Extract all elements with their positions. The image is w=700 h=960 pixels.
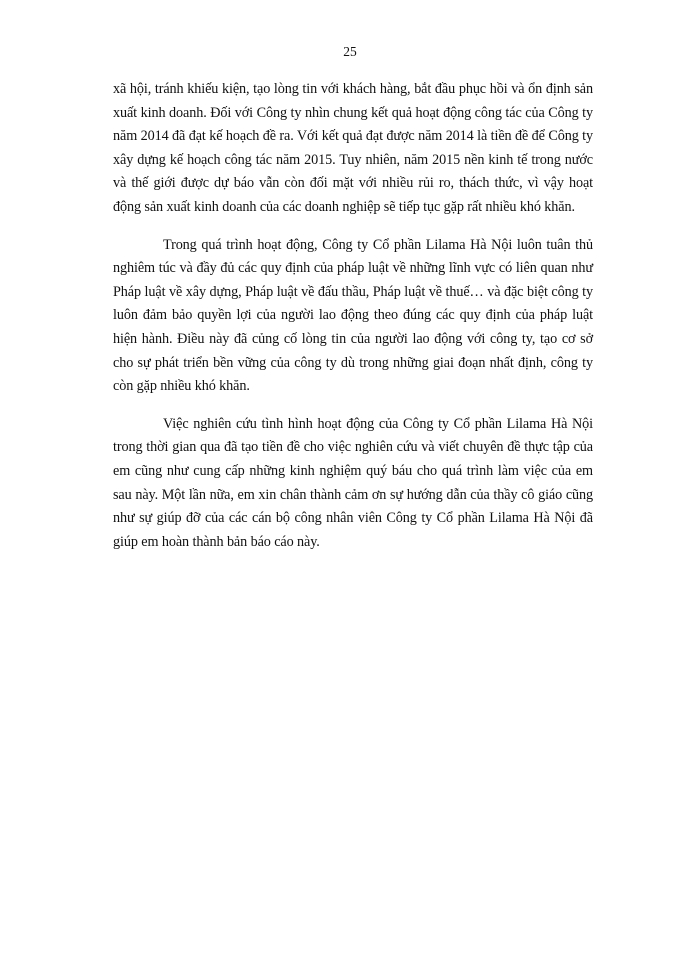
document-body	[113, 78, 593, 554]
paragraph-compliance: Trong quá trình hoạt động, Công ty Cổ phần Lilama Hà Nội luôn tuân thủ nghiêm túc và đầy đủ các quy định của pháp luật về những lĩnh vực có liên quan như Pháp luật về xây dựng, Pháp luật về đấu thầu, Pháp luật về thuế… và đặc biệt công ty luôn đảm bảo quyền lợi của người lao động theo đúng các quy định của pháp luật hiện hành. Điều này đã củng cố lòng tin của người lao động với công ty, tạo cơ sở cho sự phát triển bền vững của công ty dù trong những giai đoạn nhất định, công ty còn gặp nhiều khó khăn.	[113, 236, 593, 395]
page-number: 25	[343, 44, 357, 59]
paragraph-conclusion: Việc nghiên cứu tình hình hoạt động của Công ty Cổ phần Lilama Hà Nội trong thời gian qua đã tạo tiền đề cho việc nghiên cứu và viết chuyên đề thực tập của em cũng như cung cấp những kinh nghiệm quý báu cho quá trình làm việc của em sau này. Một lần nữa, em xin chân thành cảm ơn sự hướng dẫn của thầy cô giáo cũng như sự giúp đỡ của các cán bộ công nhân viên Công ty Cổ phần Lilama Hà Nội đã giúp em hoàn thành bản báo cáo này.	[113, 415, 593, 550]
paragraph-continuation: xã hội, tránh khiếu kiện, tạo lòng tin với khách hàng, bắt đầu phục hồi và ổn định sản xuất kinh doanh. Đối với Công ty nhìn chung kết quả hoạt động công tác của Công ty năm 2014 đã đạt kế hoạch đề ra. Với kết quả đạt được năm 2014 là tiền đề để Công ty xây dựng kế hoạch công tác năm 2015. Tuy nhiên, năm 2015 nền kinh tế trong nước và thế giới được dự báo vẫn còn đối mặt với nhiều rủi ro, thách thức, vì vậy hoạt động sản xuất kinh doanh của các doanh nghiệp sẽ tiếp tục gặp rất nhiều khó khăn.	[113, 81, 593, 215]
